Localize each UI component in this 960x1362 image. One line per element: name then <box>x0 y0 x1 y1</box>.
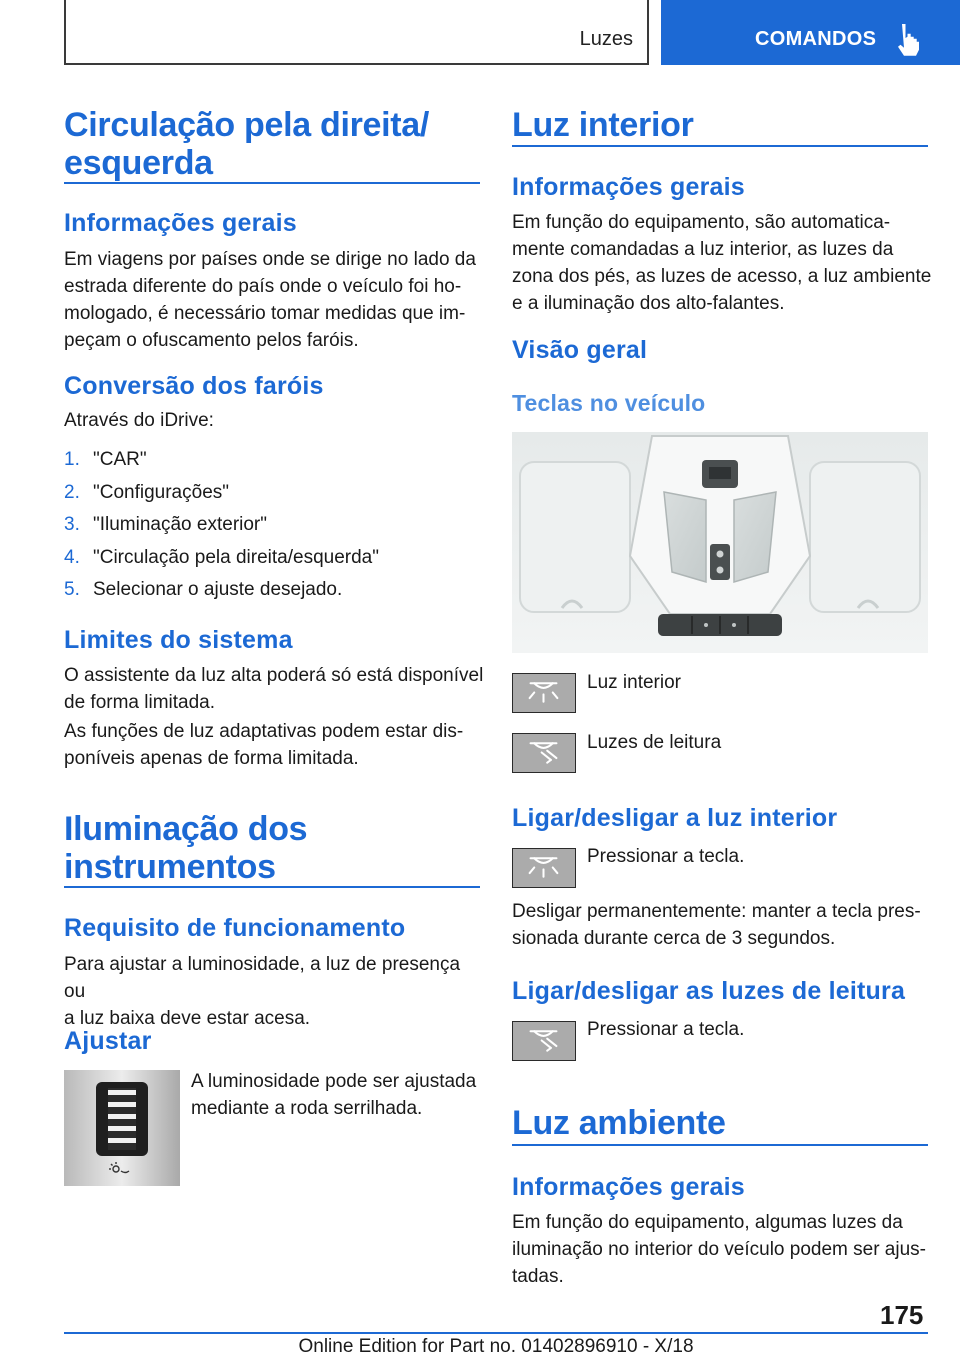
heading-rule <box>64 886 480 888</box>
heading-limites: Limites do sistema <box>64 626 293 654</box>
header-section-title: Luzes <box>579 28 633 50</box>
overhead-console-illustration <box>512 432 928 653</box>
heading-teclas-veiculo: Teclas no veículo <box>512 390 706 416</box>
reading-light-icon <box>513 734 574 771</box>
hand-pointer-icon <box>896 22 922 56</box>
paragraph-idrive: Através do iDrive: <box>64 410 214 431</box>
heading-requisito: Requisito de funcionamento <box>64 914 406 942</box>
ceiling-console-image <box>512 432 928 653</box>
legend-luz-interior: Luz interior <box>587 672 681 693</box>
heading-ligar-interior: Ligar/desligar a luz interior <box>512 804 838 832</box>
reading-light-key <box>512 733 576 773</box>
heading-iluminacao-instrumentos: Iluminação dos instrumentos <box>64 810 308 886</box>
paragraph-pressionar: Pressionar a tecla. <box>587 846 745 867</box>
steps-list <box>64 446 480 609</box>
heading-rule <box>64 182 480 184</box>
heading-visao-geral: Visão geral <box>512 336 648 364</box>
heading-luz-ambiente: Luz ambiente <box>512 1104 726 1142</box>
interior-light-key <box>512 848 576 888</box>
heading-luz-interior: Luz interior <box>512 106 694 144</box>
paragraph-desligar-perm: Desligar permanentemente: manter a tecla pres- sionada durante cerca de 3 segundos. <box>512 901 921 949</box>
paragraph-requisito: Para ajustar a luminosidade, a luz de presença ou a luz baixa deve estar acesa. <box>64 954 461 1029</box>
list-item: 1. "CAR" <box>64 449 147 470</box>
legend-luzes-leitura: Luzes de leitura <box>587 732 722 753</box>
heading-info-gerais-ambiente: Informações gerais <box>512 1173 745 1201</box>
paragraph-pressionar-2: Pressionar a tecla. <box>587 1019 745 1040</box>
paragraph-info-gerais: Em viagens por países onde se dirige no lado da estrada diferente do país onde o veículo foi ho- mologado, é necessário tomar medidas que im- peçam o ofuscamento pelos faróis. <box>64 249 476 351</box>
paragraph-ambiente: Em função do equipamento, algumas luzes da iluminação no interior do veículo podem ser ajus- tadas. <box>512 1212 926 1287</box>
dimmer-wheel-icon <box>64 1070 180 1186</box>
list-item: 4. "Circulação pela direita/esquerda" <box>64 546 379 568</box>
heading-info-gerais-interior: Informações gerais <box>512 173 745 201</box>
footer-rule <box>64 1332 928 1334</box>
header-chapter-tab <box>661 0 960 65</box>
paragraph-limites-1: O assistente da luz alta poderá só está disponível de forma limitada. <box>64 665 484 713</box>
header-section-box <box>64 0 649 65</box>
heading-ajustar: Ajustar <box>64 1027 152 1055</box>
heading-ligar-leitura: Ligar/desligar as luzes de leitura <box>512 977 906 1005</box>
page-number: 175 <box>880 1300 924 1330</box>
list-item: 2. "Configurações" <box>64 481 230 503</box>
paragraph-limites-2: As funções de luz adaptativas podem estar dis- poníveis apenas de forma limitada. <box>64 721 464 769</box>
heading-circulacao: Circulação pela direita/ esquerda <box>64 106 430 182</box>
interior-light-icon <box>513 674 574 711</box>
reading-light-key <box>512 1021 576 1061</box>
list-item: 3. "Iluminação exterior" <box>64 514 268 535</box>
footer-edition: Online Edition for Part no. 01402896910 - X/18 <box>298 1336 694 1357</box>
heading-rule <box>512 145 928 147</box>
interior-light-key <box>512 673 576 713</box>
paragraph-ajustar: A luminosidade pode ser ajustada mediante a roda serrilhada. <box>191 1071 477 1119</box>
header-chapter-title: COMANDOS <box>755 28 877 50</box>
heading-rule <box>512 1144 928 1146</box>
reading-light-icon <box>513 1022 574 1059</box>
paragraph-info-interior: Em função do equipamento, são automatica- mente comandadas a luz interior, as luzes da zona dos pés, as luzes de acesso, a luz ambiente e a iluminação dos alto-falantes. <box>512 212 932 314</box>
dimmer-wheel-image <box>64 1070 180 1186</box>
heading-info-gerais: Informações gerais <box>64 209 297 237</box>
heading-conversao: Conversão dos faróis <box>64 372 324 400</box>
interior-light-icon <box>513 849 574 886</box>
list-item: 5. Selecionar o ajuste desejado. <box>64 579 343 600</box>
